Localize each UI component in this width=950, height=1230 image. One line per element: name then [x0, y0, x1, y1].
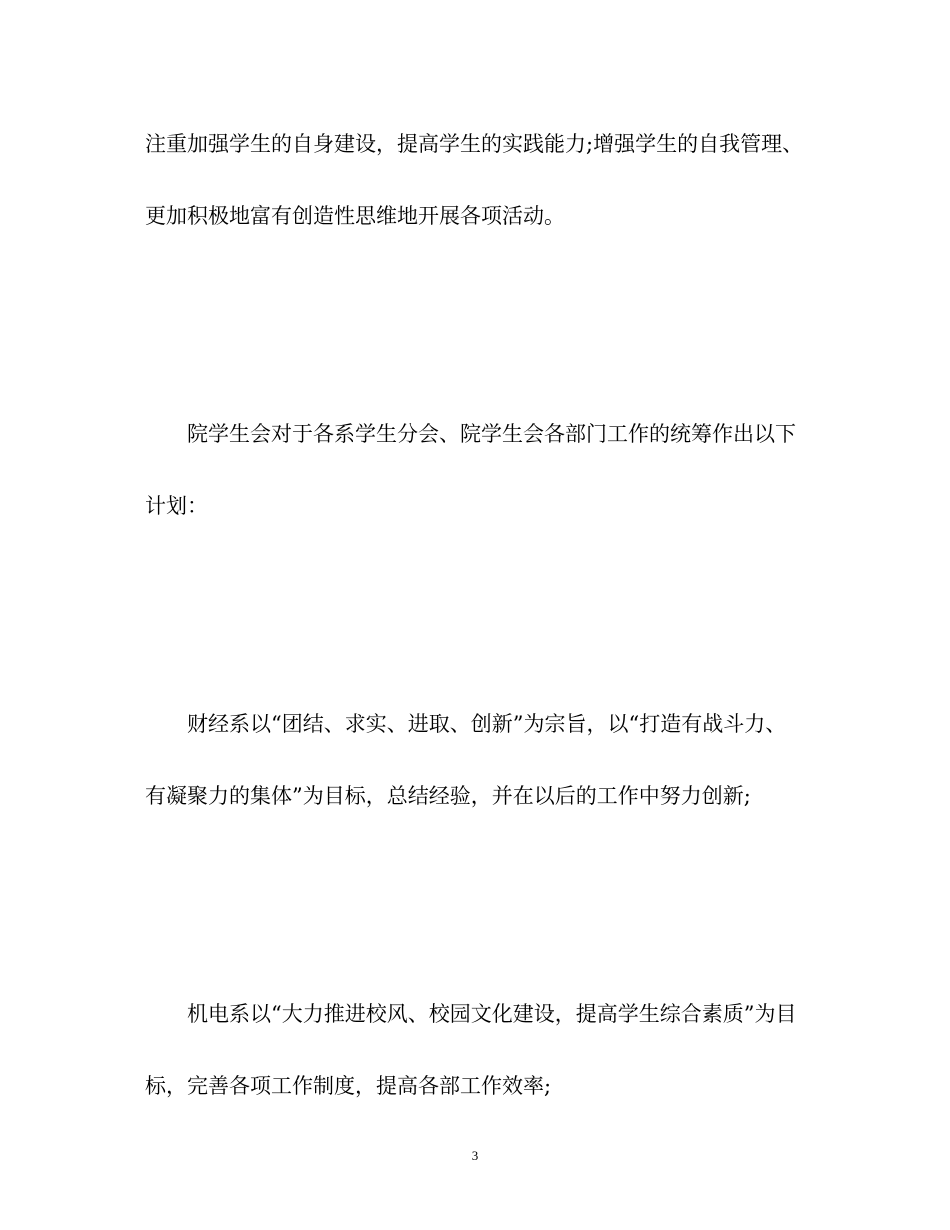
paragraph-finance-dept: 财经系以“团结、求实、进取、创新”为宗旨，以“打造有战斗力、有凝聚力的集体”为目标，总结经验，并在以后的工作中努力创新; — [145, 712, 787, 808]
paragraph-electromechanical-dept: 机电系以“大力推进校风、校园文化建设，提高学生综合素质”为目标，完善各项工作制度，提高各部工作效率; — [145, 1002, 797, 1098]
paragraph-plan-intro: 院学生会对于各系学生分会、院学生会各部门工作的统筹作出以下计划： — [145, 422, 796, 518]
paragraph-continuation: 注重加强学生的自身建设，提高学生的实践能力;增强学生的自我管理、更加积极地富有创造性思维地开展各项活动。 — [145, 132, 804, 228]
page-number: 3 — [471, 1148, 479, 1163]
